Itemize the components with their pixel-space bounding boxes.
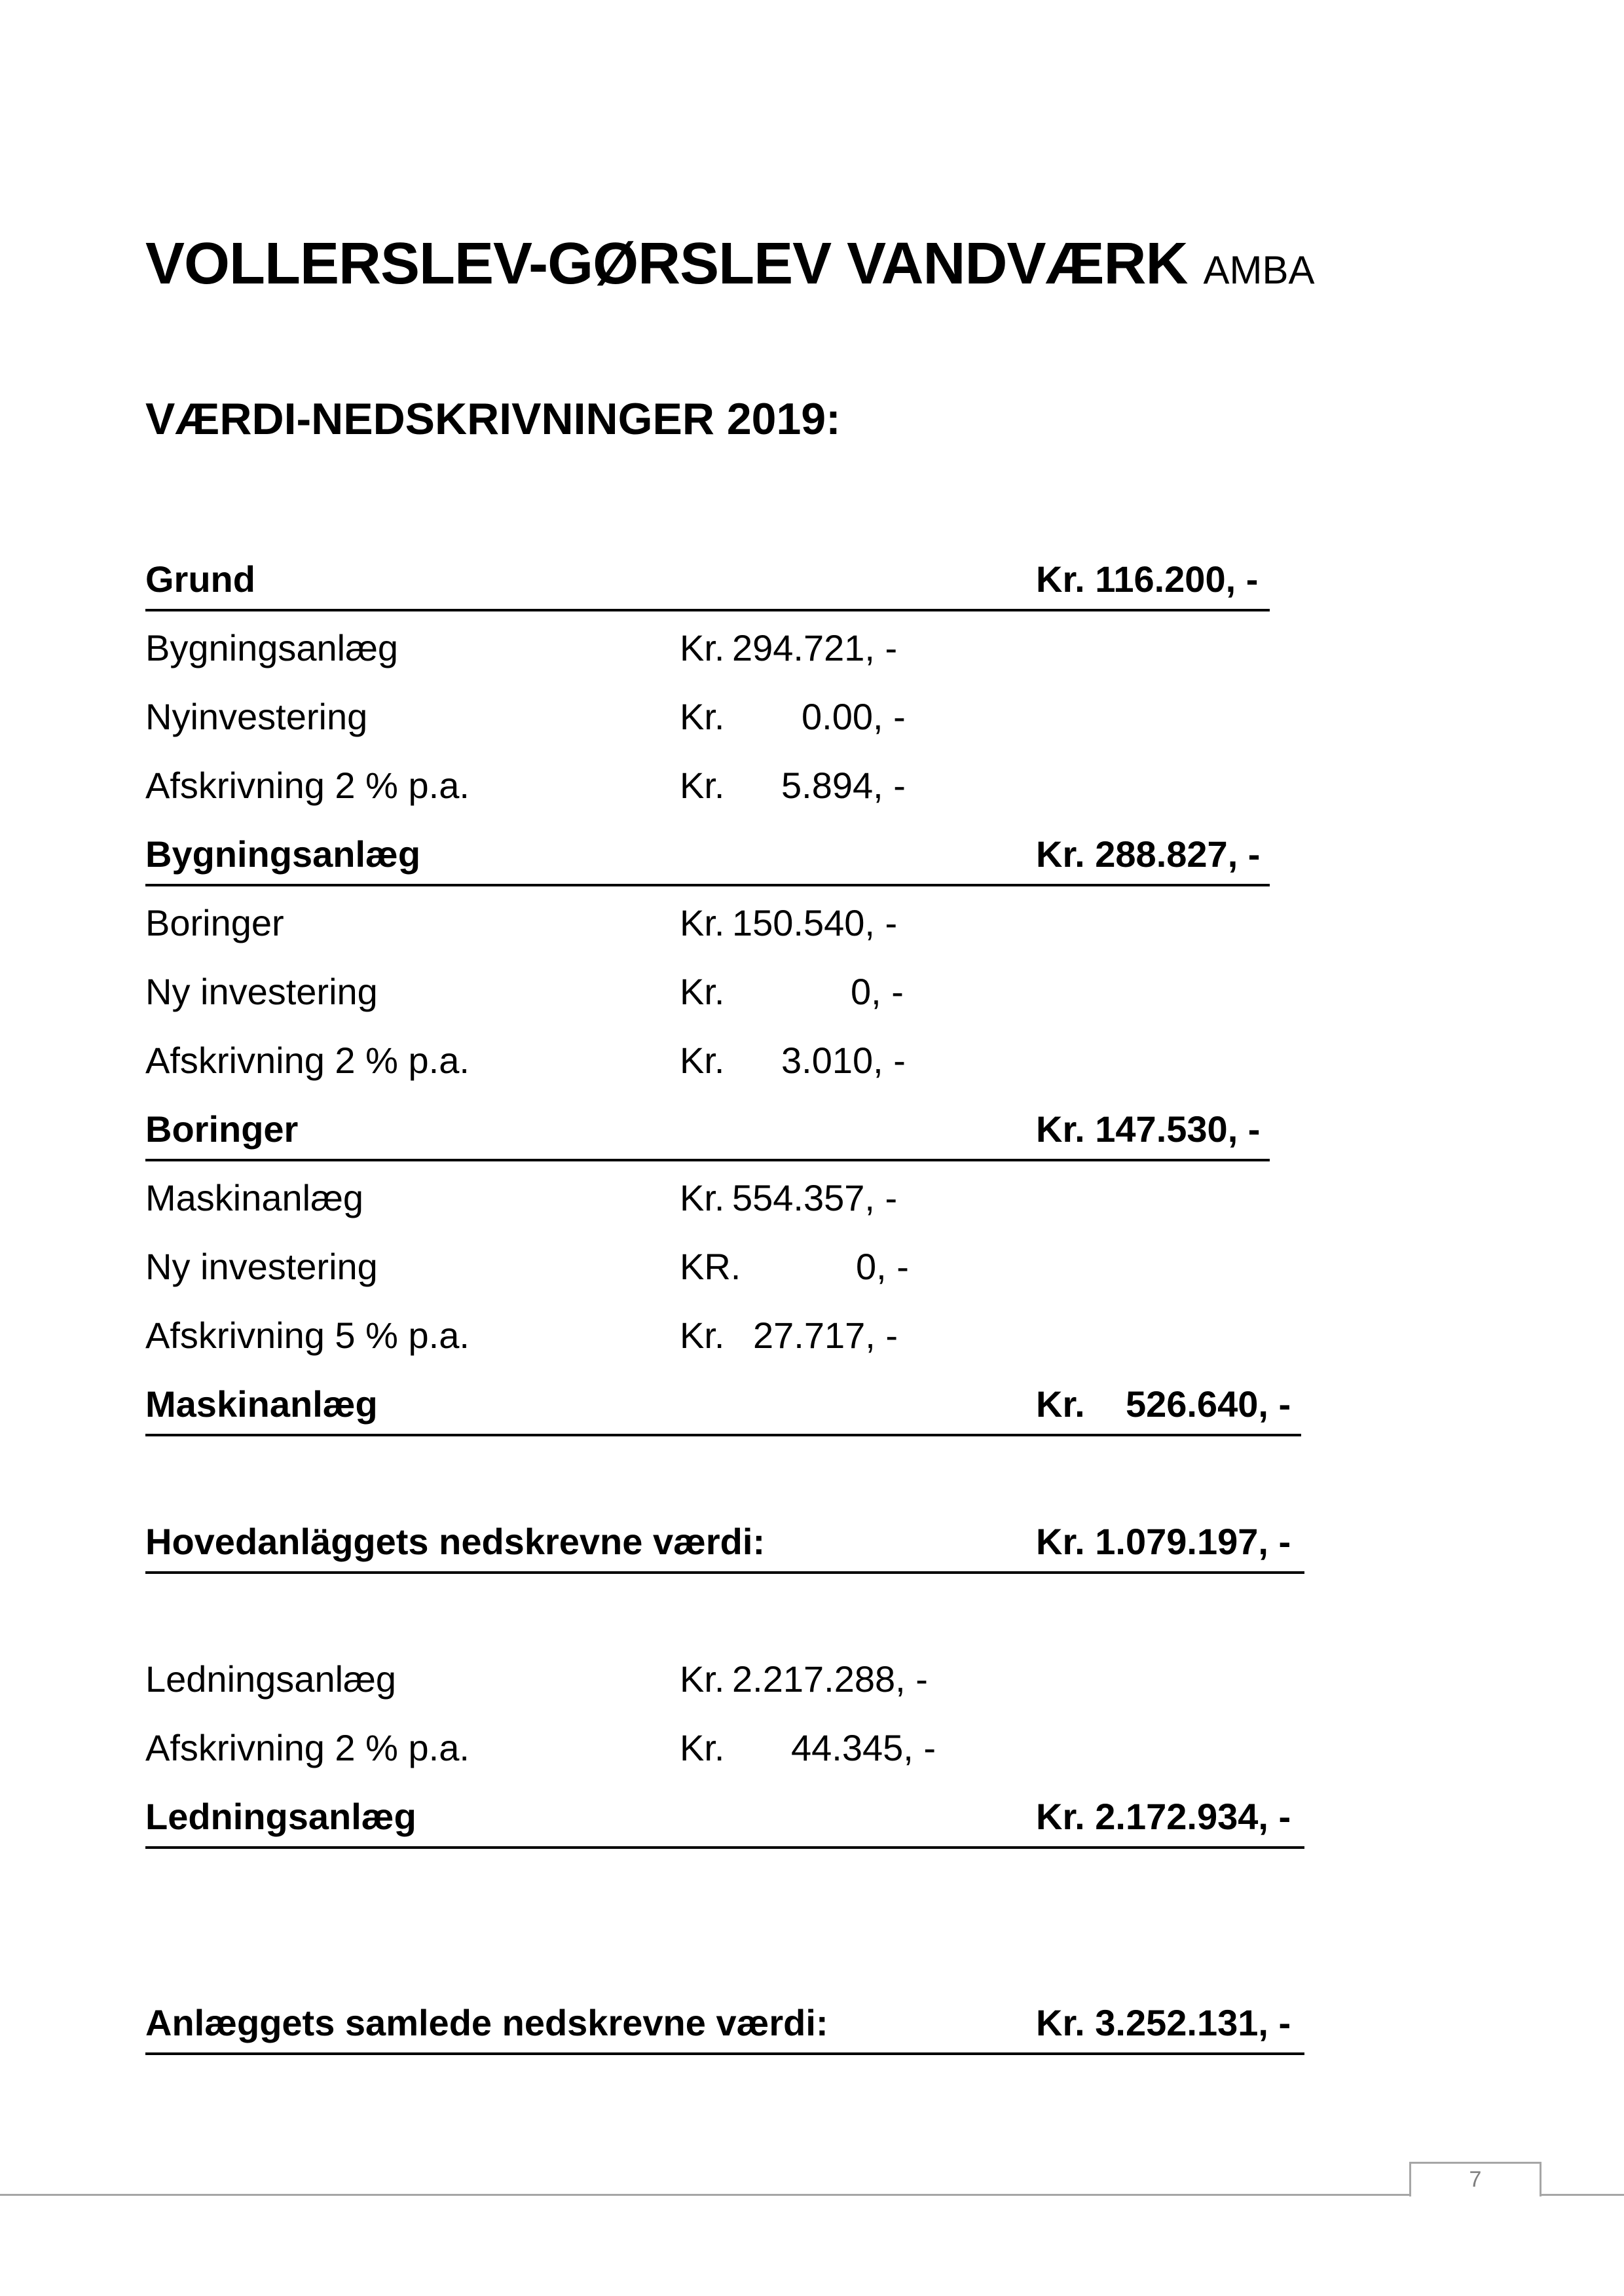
total-row-samlet: [145, 2000, 1304, 2055]
total-value: Kr. 526.640, -: [1036, 1383, 1291, 1425]
title-main: VOLLERSLEV-GØRSLEV VANDVÆRK: [145, 231, 1188, 297]
line-amount: 150.540, -: [732, 902, 898, 943]
line-currency: Kr.: [680, 1177, 725, 1218]
line-label: Ledningsanlæg: [145, 1658, 396, 1700]
line-currency: Kr.: [680, 1658, 725, 1700]
line-label: Ny investering: [145, 971, 378, 1012]
line-label: Afskrivning 2 % p.a.: [145, 1040, 470, 1081]
line-amount: 44.345, -: [791, 1727, 936, 1768]
total-label: Anlæggets samlede nedskrevne værdi:: [145, 2002, 828, 2043]
line-amount: 0, -: [851, 971, 904, 1012]
total-row-boringer: [145, 1106, 1270, 1161]
line-amount: 0, -: [856, 1246, 909, 1287]
total-row-hovedanlaeg: [145, 1519, 1304, 1574]
total-value: Kr. 3.252.131, -: [1036, 2002, 1291, 2043]
total-value: Kr. 288.827, -: [1036, 833, 1261, 875]
section-heading: VÆRDI-NEDSKRIVNINGER 2019:: [145, 394, 841, 444]
page-number: 7: [1469, 2167, 1482, 2192]
total-value: Kr. 116.200, -: [1036, 558, 1259, 600]
total-label: Ledningsanlæg: [145, 1796, 416, 1837]
total-label: Bygningsanlæg: [145, 833, 421, 875]
total-row-bygningsanlaeg: [145, 831, 1270, 886]
line-label: Afskrivning 2 % p.a.: [145, 1727, 470, 1768]
total-label: Maskinanlæg: [145, 1383, 378, 1425]
line-label: Bygningsanlæg: [145, 627, 399, 668]
line-currency: Kr.: [680, 1727, 725, 1768]
line-currency: KR.: [680, 1246, 741, 1287]
total-label: Hovedanläggets nedskrevne værdi:: [145, 1521, 766, 1562]
footer-rule-left: [0, 2194, 1409, 2196]
line-amount: 3.010, -: [781, 1040, 906, 1081]
line-amount: 0.00, -: [802, 696, 906, 737]
total-label: Boringer: [145, 1108, 299, 1150]
line-label: Maskinanlæg: [145, 1177, 364, 1218]
line-label: Nyinvestering: [145, 696, 368, 737]
line-amount: 5.894, -: [781, 765, 906, 806]
line-label: Boringer: [145, 902, 284, 943]
line-amount: 294.721, -: [732, 627, 898, 668]
line-currency: Kr.: [680, 902, 725, 943]
total-label: Grund: [145, 558, 255, 600]
line-label: Afskrivning 2 % p.a.: [145, 765, 470, 806]
title-suffix: AMBA: [1203, 248, 1315, 292]
total-row-ledningsanlaeg: [145, 1794, 1304, 1849]
total-value: Kr. 1.079.197, -: [1036, 1521, 1291, 1562]
line-amount: 2.217.288, -: [732, 1658, 928, 1700]
line-currency: Kr.: [680, 1315, 725, 1356]
total-row-grund: [145, 556, 1270, 611]
line-amount: 554.357, -: [732, 1177, 898, 1218]
line-currency: Kr.: [680, 696, 725, 737]
line-currency: Kr.: [680, 971, 725, 1012]
total-row-maskinanlaeg: [145, 1381, 1301, 1436]
document-title: [145, 228, 1315, 306]
line-currency: Kr.: [680, 1040, 725, 1081]
line-label: Afskrivning 5 % p.a.: [145, 1315, 470, 1356]
line-currency: Kr.: [680, 627, 725, 668]
total-value: Kr. 147.530, -: [1036, 1108, 1261, 1150]
line-amount: 27.717, -: [753, 1315, 898, 1356]
line-label: Ny investering: [145, 1246, 378, 1287]
line-currency: Kr.: [680, 765, 725, 806]
total-value: Kr. 2.172.934, -: [1036, 1796, 1291, 1837]
footer-rule-right: [1540, 2194, 1624, 2196]
